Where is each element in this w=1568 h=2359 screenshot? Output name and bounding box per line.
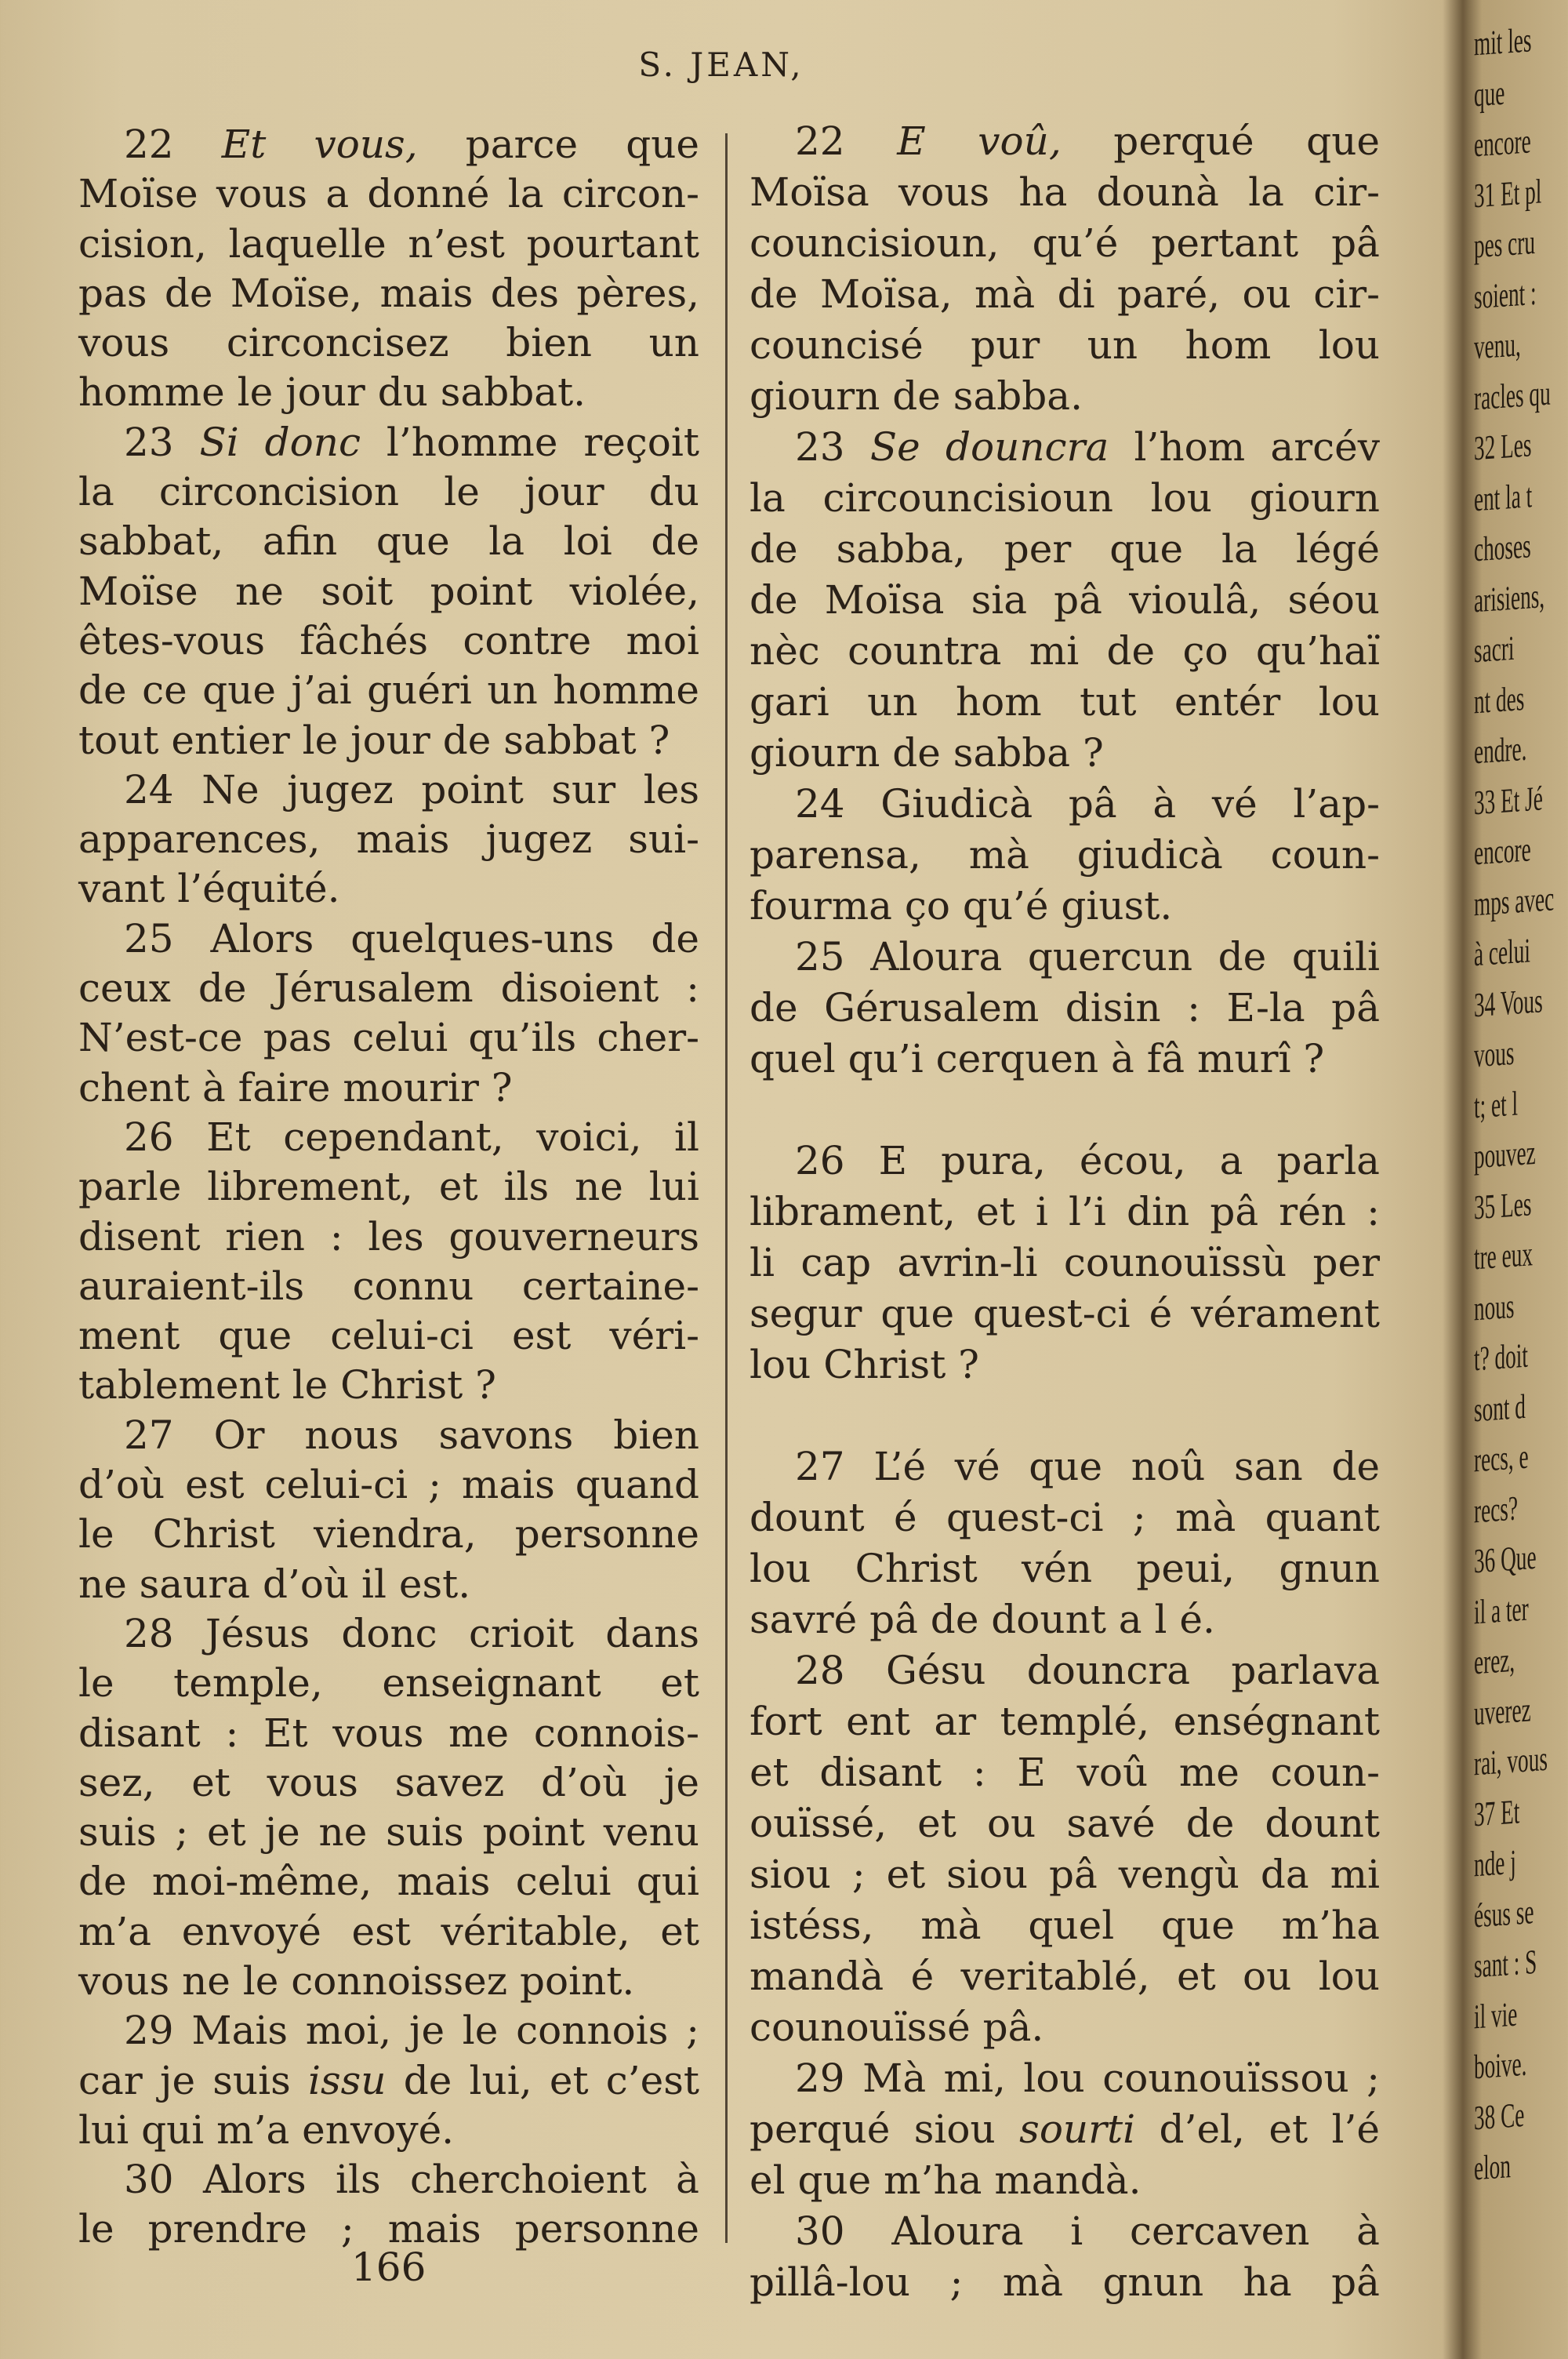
text-line (78, 964, 699, 1013)
text-line (750, 677, 1380, 728)
text-segment: de lui, et c’est (386, 2057, 700, 2103)
verse (78, 1411, 699, 1609)
text-line (78, 1659, 699, 1708)
text-segment: fort ent ar templé, enségnant (750, 1699, 1380, 1744)
text-line (750, 524, 1380, 575)
text-segment: 27 L’é vé que noû san de (795, 1444, 1380, 1489)
text-segment: siou ; et siou pâ vengù da mi (750, 1852, 1380, 1897)
facing-page-fragment: 35 Les (1474, 1183, 1532, 1227)
text-line (78, 666, 699, 715)
facing-page-fragment: à celui (1474, 931, 1530, 974)
text-line (750, 728, 1380, 779)
facing-page-fragment: sant : S (1474, 1942, 1537, 1986)
text-segment: le Christ viendra, personne (78, 1511, 699, 1558)
text-line (750, 1798, 1380, 1849)
verse (750, 2053, 1380, 2206)
facing-page-fragment: sont d (1474, 1387, 1526, 1429)
facing-page-fragment: elon (1474, 2146, 1511, 2188)
text-line (78, 567, 699, 616)
text-line (750, 932, 1380, 983)
text-line (78, 2106, 699, 2155)
text-line (750, 473, 1380, 524)
text-line (750, 269, 1380, 320)
facing-page-fragment: 34 Vous (1474, 980, 1543, 1024)
text-segment: le temple, enseignant et (78, 1660, 699, 1707)
text-segment: lou Christ vén peui, gnun (750, 1546, 1380, 1591)
facing-page-fragment: erez, (1474, 1640, 1515, 1682)
text-line (78, 1758, 699, 1808)
text-segment: 24 Ne jugez point sur les (124, 766, 699, 812)
text-line (78, 1361, 699, 1410)
text-segment: librament, et i l’i din pâ rén : (750, 1189, 1380, 1234)
text-line (750, 1747, 1380, 1798)
text-line (750, 167, 1380, 218)
text-segment: lou Christ ? (750, 1342, 979, 1387)
facing-page-fragment: sacri (1474, 628, 1515, 671)
verse (78, 2155, 699, 2255)
facing-page-fragment: recs, e (1474, 1437, 1529, 1480)
facing-page-fragment: arisiens, (1474, 576, 1545, 620)
text-segment: 28 Gésu douncra parlava (795, 1648, 1380, 1693)
text-segment: chent à faire mourir ? (78, 1064, 513, 1110)
text-line (750, 626, 1380, 677)
verse (78, 120, 699, 418)
text-segment: savré pâ de dount a l é. (750, 1597, 1215, 1642)
text-segment: tout entier le jour de sabbat ? (78, 717, 670, 763)
text-segment: Moïse ne soit point violée, (78, 568, 699, 614)
facing-page-fragment: 31 Et pl (1474, 171, 1542, 215)
verse (78, 2006, 699, 2155)
text-line (750, 1441, 1380, 1492)
text-segment: perqué siou (750, 2106, 1020, 2152)
text-line (750, 779, 1380, 830)
column-divider (725, 133, 728, 2243)
text-line (78, 1857, 699, 1906)
facing-page-fragment: rai, vous (1474, 1739, 1548, 1783)
text-segment: de moi-même, mais celui qui (78, 1859, 699, 1905)
running-header: S. JEAN, (638, 45, 804, 84)
text-segment: 29 Mà mi, lou counouïssou ; (795, 2055, 1380, 2101)
text-segment: counouïssé pâ. (750, 2005, 1044, 2050)
verse (78, 1113, 699, 1411)
text-segment: 23 (795, 424, 870, 470)
text-line (750, 1187, 1380, 1238)
text-line (750, 983, 1380, 1034)
text-line (78, 1808, 699, 1857)
text-line (78, 1709, 699, 1758)
verse (750, 932, 1380, 1085)
facing-page-fragment: mps avec (1474, 878, 1555, 923)
text-segment: pillâ-lou ; mà gnun ha pâ (750, 2259, 1380, 2305)
italic-text: issu (308, 2057, 387, 2103)
text-line (78, 1560, 699, 1609)
text-segment: 25 Alors quelques-uns de (124, 915, 699, 961)
verse (750, 116, 1380, 422)
facing-page-fragment: racles qu (1474, 373, 1551, 417)
text-segment: 26 E pura, écou, a parla (795, 1138, 1380, 1183)
italic-text: Si donc (199, 419, 361, 465)
text-segment: sabbat, afin que la loi de (78, 518, 699, 565)
text-segment: istéss, mà quel que m’ha (750, 1903, 1380, 1948)
verse (78, 1609, 699, 2006)
text-segment: 28 Jésus donc crioit dans (124, 1610, 699, 1656)
verse (78, 914, 699, 1113)
text-line (750, 575, 1380, 626)
text-segment: 22 (795, 118, 898, 164)
text-line (750, 1951, 1380, 2002)
facing-page-fragment: il a ter (1474, 1588, 1529, 1631)
facing-page-fragment: mit les (1474, 20, 1532, 64)
text-segment: l’hom arcév (1109, 424, 1380, 470)
verse (78, 418, 699, 765)
text-segment: car je suis (78, 2057, 308, 2103)
facing-page-fragment: il vie (1474, 1994, 1518, 2036)
text-line (78, 269, 699, 318)
text-segment: gari un hom tut entér lou (750, 679, 1380, 725)
text-segment: ceux de Jérusalem disoient : (78, 965, 699, 1012)
text-line (750, 218, 1380, 269)
text-line (78, 765, 699, 815)
verse (750, 422, 1380, 779)
text-segment: cision, laquelle n’est pourtant (78, 220, 699, 267)
facing-page-fragment: nt des (1474, 678, 1525, 721)
text-segment: suis ; et je ne suis point venu (78, 1809, 699, 1856)
text-segment: parensa, mà giudicà coun- (750, 832, 1380, 878)
facing-page-fragment: ent la t (1474, 475, 1533, 518)
text-segment: homme le jour du sabbat. (78, 369, 586, 416)
text-segment: Moïsa vous ha dounà la cir- (750, 169, 1380, 215)
text-line (78, 616, 699, 666)
page-number: 166 (351, 2245, 426, 2290)
text-line (78, 1957, 699, 2006)
text-segment: councisé pur un hom lou (750, 322, 1380, 368)
facing-page-fragment: 32 Les (1474, 425, 1532, 468)
text-line (750, 116, 1380, 167)
text-segment: vous circoncisez bien un (78, 320, 699, 366)
text-line (750, 830, 1380, 881)
text-line (78, 1063, 699, 1113)
text-segment: l’homme reçoit (360, 419, 699, 465)
text-line (750, 2155, 1380, 2206)
text-segment: la circoncision le jour du (78, 469, 699, 515)
text-segment: mandà é veritablé, et ou lou (750, 1954, 1380, 1999)
text-segment: dount é quest-ci ; mà quant (750, 1495, 1380, 1540)
text-segment: lui qui m’a envoyé. (78, 2106, 455, 2153)
facing-page-fragment: venu, (1474, 325, 1521, 367)
verse (750, 1645, 1380, 2053)
french-column (78, 120, 699, 2255)
italic-text: Et vous, (221, 122, 418, 167)
text-segment: sez, et vous savez d’où je (78, 1759, 699, 1805)
text-line (78, 1162, 699, 1212)
text-segment: la circouncisioun lou giourn (750, 475, 1380, 521)
text-segment: el que m’ha mandà. (750, 2157, 1142, 2203)
facing-page-fragment: boive. (1474, 2044, 1527, 2087)
text-segment: vous ne le connoissez point. (78, 1957, 635, 2004)
text-line (78, 2155, 699, 2205)
text-line (750, 1136, 1380, 1187)
text-segment: councisioun, qu’é pertant pâ (750, 220, 1380, 266)
text-line (750, 422, 1380, 473)
text-segment: li cap avrin-li counouïssù per (750, 1240, 1380, 1285)
text-line (750, 1289, 1380, 1339)
text-segment: auraient-ils connu certaine- (78, 1263, 699, 1309)
text-line (78, 1411, 699, 1460)
text-segment: 27 Or nous savons bien (124, 1412, 699, 1458)
text-line (78, 120, 699, 169)
text-line (750, 1900, 1380, 1951)
text-line (78, 1460, 699, 1510)
text-segment: quel qu’i cerquen à fâ murî ? (750, 1036, 1325, 1081)
verse (750, 1136, 1380, 1390)
text-segment: 25 Aloura quercun de quili (795, 934, 1380, 980)
verse (78, 765, 699, 914)
text-segment: m’a envoyé est véritable, et (78, 1908, 699, 1954)
text-line (78, 1212, 699, 1262)
text-line (78, 1510, 699, 1559)
facing-page-fragment: uverez (1474, 1689, 1531, 1732)
italic-text: E voû, (897, 118, 1062, 164)
facing-page-fragment: pouvez (1474, 1132, 1536, 1176)
facing-page-fragment: endre. (1474, 729, 1527, 772)
text-segment: ouïssé, et ou savé de dount (750, 1801, 1380, 1846)
text-segment: fourma ço qu’é giust. (750, 883, 1173, 929)
facing-page-fragment: choses (1474, 526, 1531, 569)
text-line (750, 881, 1380, 932)
text-segment: vant l’équité. (78, 866, 340, 912)
text-segment: parle librement, et ils ne lui (78, 1164, 699, 1210)
text-segment: Moïse vous a donné la circon- (78, 171, 699, 217)
italic-text: Se douncra (869, 424, 1109, 470)
facing-page-fragment: 37 Et (1474, 1791, 1520, 1834)
text-line (78, 467, 699, 517)
text-segment: 30 Aloura i cercaven à (795, 2208, 1380, 2254)
verse (750, 2206, 1380, 2308)
text-line (78, 220, 699, 269)
text-line (750, 1034, 1380, 1085)
text-line (750, 1696, 1380, 1747)
facing-page-fragment: vous (1474, 1033, 1515, 1075)
text-line (750, 2104, 1380, 2155)
facing-page-fragment: recs? (1474, 1488, 1519, 1530)
text-line (78, 368, 699, 417)
text-line (78, 914, 699, 964)
text-segment: êtes-vous fâchés contre moi (78, 617, 699, 663)
verse (750, 779, 1380, 932)
text-line (78, 864, 699, 914)
facing-page-fragment: nous (1474, 1286, 1515, 1328)
text-segment: disant : Et vous me connois- (78, 1710, 699, 1756)
text-line (78, 1609, 699, 1659)
text-line (750, 2206, 1380, 2257)
text-segment: de sabba, per que la légé (750, 526, 1380, 572)
text-segment: apparences, mais jugez sui- (78, 816, 699, 863)
text-segment: perqué que (1061, 118, 1380, 164)
text-line (78, 1262, 699, 1311)
text-line (750, 2257, 1380, 2308)
verse (750, 1441, 1380, 1645)
text-line (78, 716, 699, 765)
facing-page-fragment: 38 Ce (1474, 2095, 1525, 2137)
text-line (78, 1113, 699, 1162)
italic-text: sourti (1019, 2106, 1136, 2152)
text-segment: 23 (124, 419, 200, 465)
text-segment: ne saura d’où il est. (78, 1561, 471, 1607)
text-segment: giourn de sabba ? (750, 730, 1104, 776)
text-segment: pas de Moïse, mais des pères, (78, 270, 699, 316)
text-line (78, 1311, 699, 1361)
text-segment: ment que celui-ci est véri- (78, 1313, 699, 1359)
text-segment: d’où est celui-ci ; mais quand (78, 1462, 699, 1508)
text-line (750, 1645, 1380, 1696)
facing-page-fragment: tre eux (1474, 1234, 1533, 1278)
text-line (750, 1492, 1380, 1543)
text-segment: d’el, et l’é (1135, 2106, 1380, 2152)
text-line (750, 1849, 1380, 1900)
text-line (750, 371, 1380, 422)
facing-page-fragment: t; et l (1474, 1083, 1519, 1125)
text-line (78, 2006, 699, 2055)
text-line (78, 2056, 699, 2106)
text-line (750, 2002, 1380, 2053)
text-segment: parce que (417, 122, 699, 167)
text-line (78, 318, 699, 368)
text-segment: et disant : E voû me coun- (750, 1750, 1380, 1795)
text-segment: de Moïsa, mà di paré, ou cir- (750, 271, 1380, 317)
text-segment: segur que quest-ci é vérament (750, 1291, 1380, 1336)
text-segment: 30 Alors ils cherchoient à (124, 2157, 699, 2203)
facing-page-fragment: pes cru (1474, 222, 1536, 266)
facing-page-edge (1474, 13, 1568, 2194)
text-segment: nèc countra mi de ço qu’haï (750, 628, 1380, 674)
facing-page-fragment: 33 Et Jé (1474, 778, 1543, 822)
facing-page-fragment: 36 Que (1474, 1537, 1537, 1581)
text-line (750, 1543, 1380, 1594)
facing-page-fragment: soient : (1474, 273, 1537, 316)
text-segment: 26 Et cependant, voici, il (124, 1114, 699, 1160)
facing-page-fragment: que (1474, 73, 1505, 114)
text-line (78, 517, 699, 566)
facing-page-fragment: ésus se (1474, 1892, 1534, 1935)
text-line (750, 2053, 1380, 2104)
text-line (750, 1339, 1380, 1390)
text-segment: N’est-ce pas celui qu’ils cher- (78, 1015, 699, 1061)
text-segment: de Gérusalem disin : E-la pâ (750, 985, 1380, 1030)
text-segment: de Moïsa sia pâ vioulâ, séou (750, 577, 1380, 623)
text-line (750, 1238, 1380, 1289)
facing-page-fragment: nde j (1474, 1842, 1516, 1885)
text-line (78, 1013, 699, 1063)
facing-page-fragment: t? doit (1474, 1336, 1528, 1379)
text-segment: disent rien : les gouverneurs (78, 1213, 699, 1259)
text-line (750, 320, 1380, 371)
facing-page-fragment: encore (1474, 122, 1531, 165)
text-segment: 22 (124, 122, 222, 167)
nicois-column (750, 116, 1380, 2308)
text-line (78, 815, 699, 864)
text-line (750, 1594, 1380, 1645)
text-segment: 24 Giudicà pâ à vé l’ap- (795, 781, 1380, 827)
text-segment: le prendre ; mais personne (78, 2206, 699, 2252)
text-segment: de ce que j’ai guéri un homme (78, 667, 699, 714)
text-line (78, 418, 699, 467)
text-line (78, 169, 699, 219)
facing-page-fragment: encore (1474, 830, 1531, 873)
text-line (78, 1907, 699, 1957)
text-segment: tablement le Christ ? (78, 1362, 496, 1408)
text-segment: 29 Mais moi, je le connois ; (124, 2008, 699, 2054)
text-segment: giourn de sabba. (750, 373, 1083, 419)
